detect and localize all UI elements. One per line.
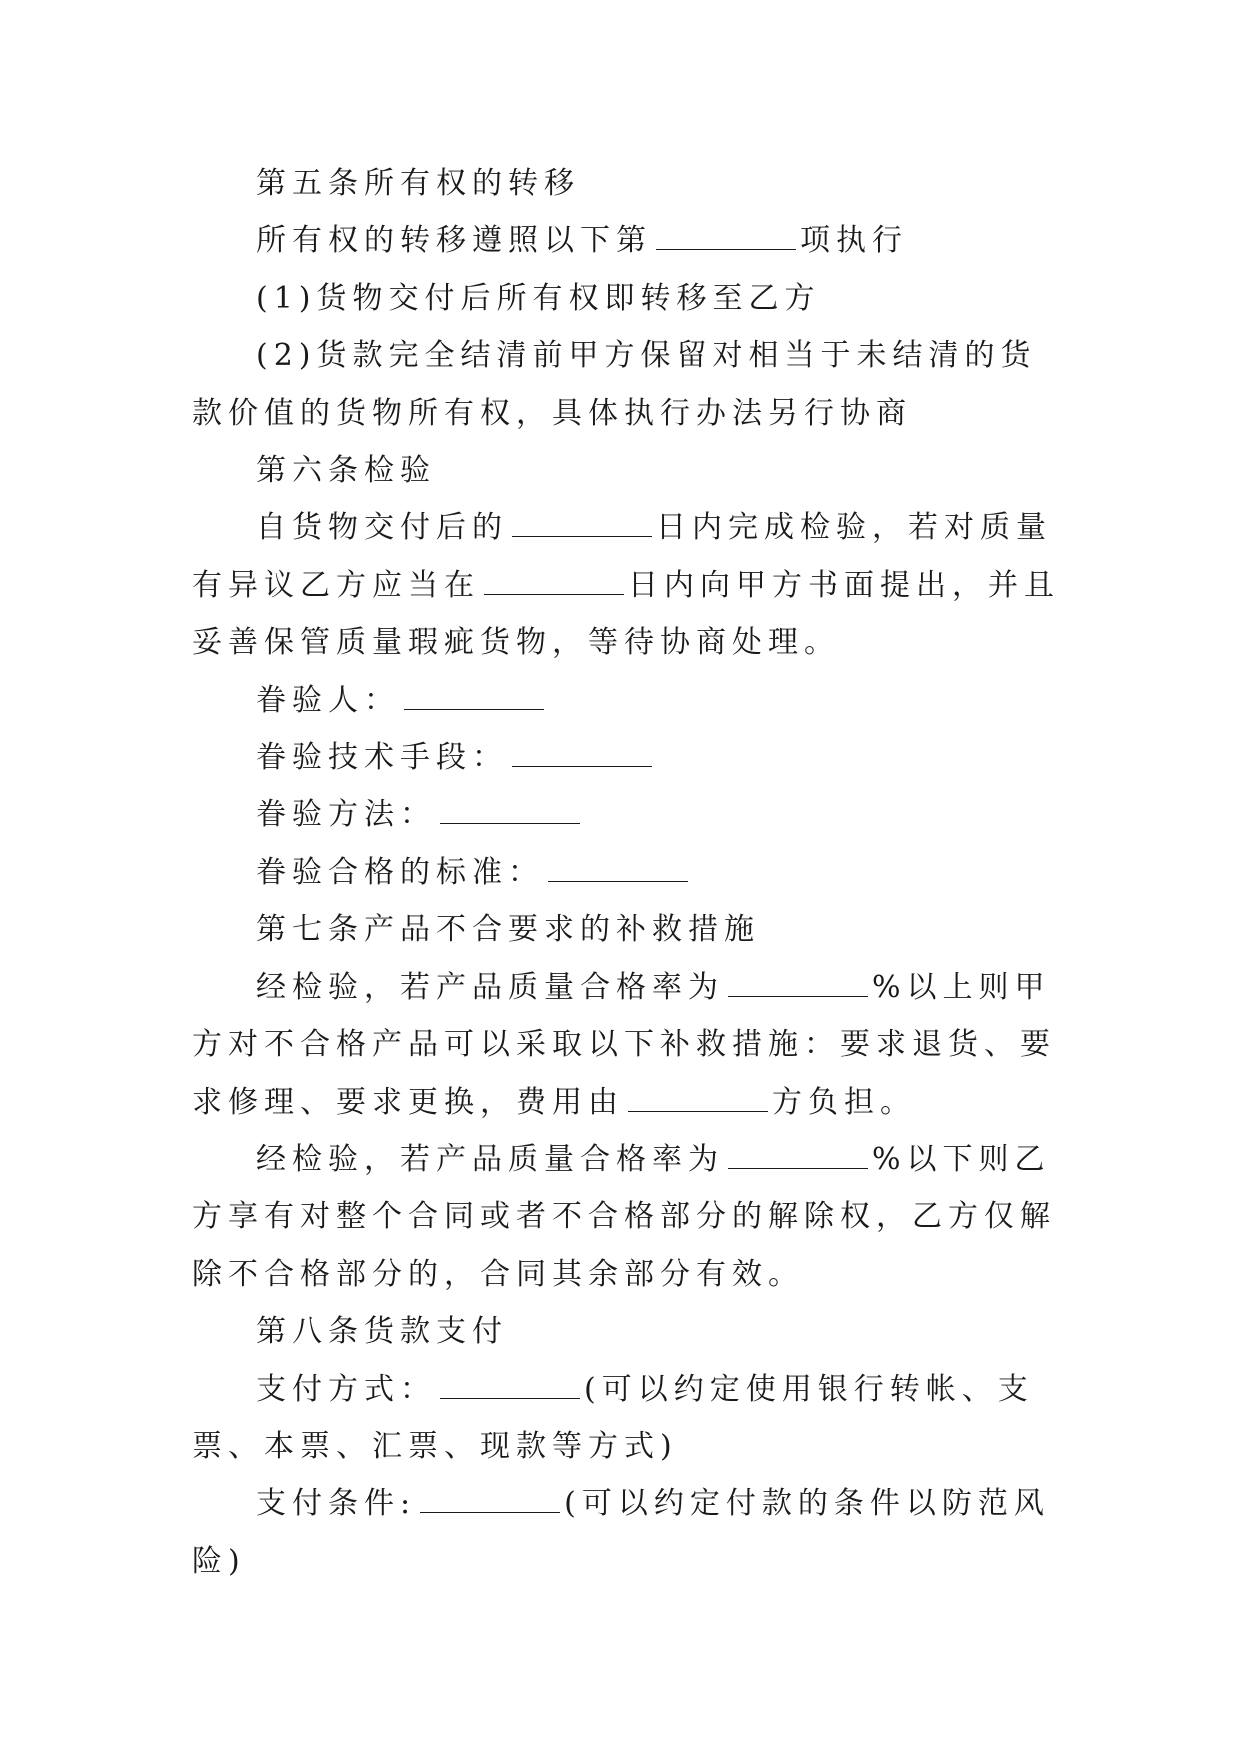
payment-condition-note: (可以约定付款的条件以防范风险) xyxy=(192,1486,1050,1579)
payment-condition-blank xyxy=(420,1486,560,1513)
article7-p1-text-b: %以上则甲方对不合格产品可以采取以下补救措施：要求退货、要求修理、要求更换，费用由 xyxy=(192,969,1056,1120)
article5-option-blank xyxy=(656,223,796,250)
article6-text-b: 日内完成检验，若对质量有异议乙方应当在 xyxy=(192,510,1052,603)
inspect-method-line xyxy=(192,786,1062,843)
article6-text-a: 自货物交付后的 xyxy=(256,510,508,546)
article7-p2-text-a: 经检验，若产品质量合格率为 xyxy=(256,1141,724,1177)
article5-title: 第五条所有权的转移 xyxy=(256,166,580,201)
article5-item1: (1)货物交付后所有权即转移至乙方 xyxy=(256,280,821,316)
payment-method-label: 支付方式： xyxy=(256,1371,436,1407)
article7-p2-text-b: %以下则乙方享有对整个合同或者不合格部分的解除权，乙方仅解除不合格部分的，合同其余部分有效。 xyxy=(192,1141,1056,1292)
article5-line1-text-a: 所有权的转移遵照以下第 xyxy=(256,223,652,259)
article7-remedy-clause-2 xyxy=(192,1131,1062,1303)
inspect-method-label: 眷验方法： xyxy=(256,797,436,833)
payment-method-line xyxy=(192,1361,1062,1476)
article6-title: 第六条检验 xyxy=(256,453,436,489)
payment-method-blank xyxy=(440,1372,580,1399)
inspect-method-blank xyxy=(440,797,580,824)
article5-item2: (2)货款完全结清前甲方保留对相当于未结清的货款价值的货物所有权，具体执行办法另行协商 xyxy=(192,338,1037,431)
article6-text-c: 日内向甲方书面提出，并且妥善保管质量瑕疵货物，等待协商处理。 xyxy=(192,567,1060,661)
payment-condition-label: 支付条件: xyxy=(256,1486,417,1522)
inspect-standard-label: 眷验合格的标准： xyxy=(256,854,544,890)
article6-days-blank-2 xyxy=(484,568,624,595)
inspect-tech-line xyxy=(192,729,1062,786)
article6-inspection-clause xyxy=(192,499,1062,671)
article5-ownership-clause xyxy=(192,212,1062,269)
payment-condition-line xyxy=(192,1475,1062,1590)
inspect-tech-blank xyxy=(512,740,652,767)
article7-p1-text-c: 方负担。 xyxy=(772,1084,916,1120)
inspector-blank xyxy=(404,683,544,710)
article7-rate-blank-1 xyxy=(728,970,868,997)
article8-title: 第八条货款支付 xyxy=(256,1314,508,1350)
inspect-standard-line xyxy=(192,844,1062,901)
contract-page xyxy=(192,155,1062,1590)
inspector-label: 眷验人： xyxy=(256,682,400,718)
article7-title: 第七条产品不合要求的补救措施 xyxy=(256,912,760,948)
article7-party-blank xyxy=(628,1085,768,1112)
inspector-line xyxy=(192,672,1062,729)
inspect-tech-label: 眷验技术手段： xyxy=(256,740,508,776)
article7-rate-blank-2 xyxy=(728,1142,868,1169)
article7-p1-text-a: 经检验，若产品质量合格率为 xyxy=(256,969,724,1005)
article7-remedy-clause-1 xyxy=(192,959,1062,1131)
article5-line1-text-b: 项执行 xyxy=(800,223,908,259)
payment-method-note: (可以约定使用银行转帐、支票、本票、汇票、现款等方式) xyxy=(192,1371,1034,1464)
article6-days-blank-1 xyxy=(512,510,652,537)
inspect-standard-blank xyxy=(548,855,688,882)
